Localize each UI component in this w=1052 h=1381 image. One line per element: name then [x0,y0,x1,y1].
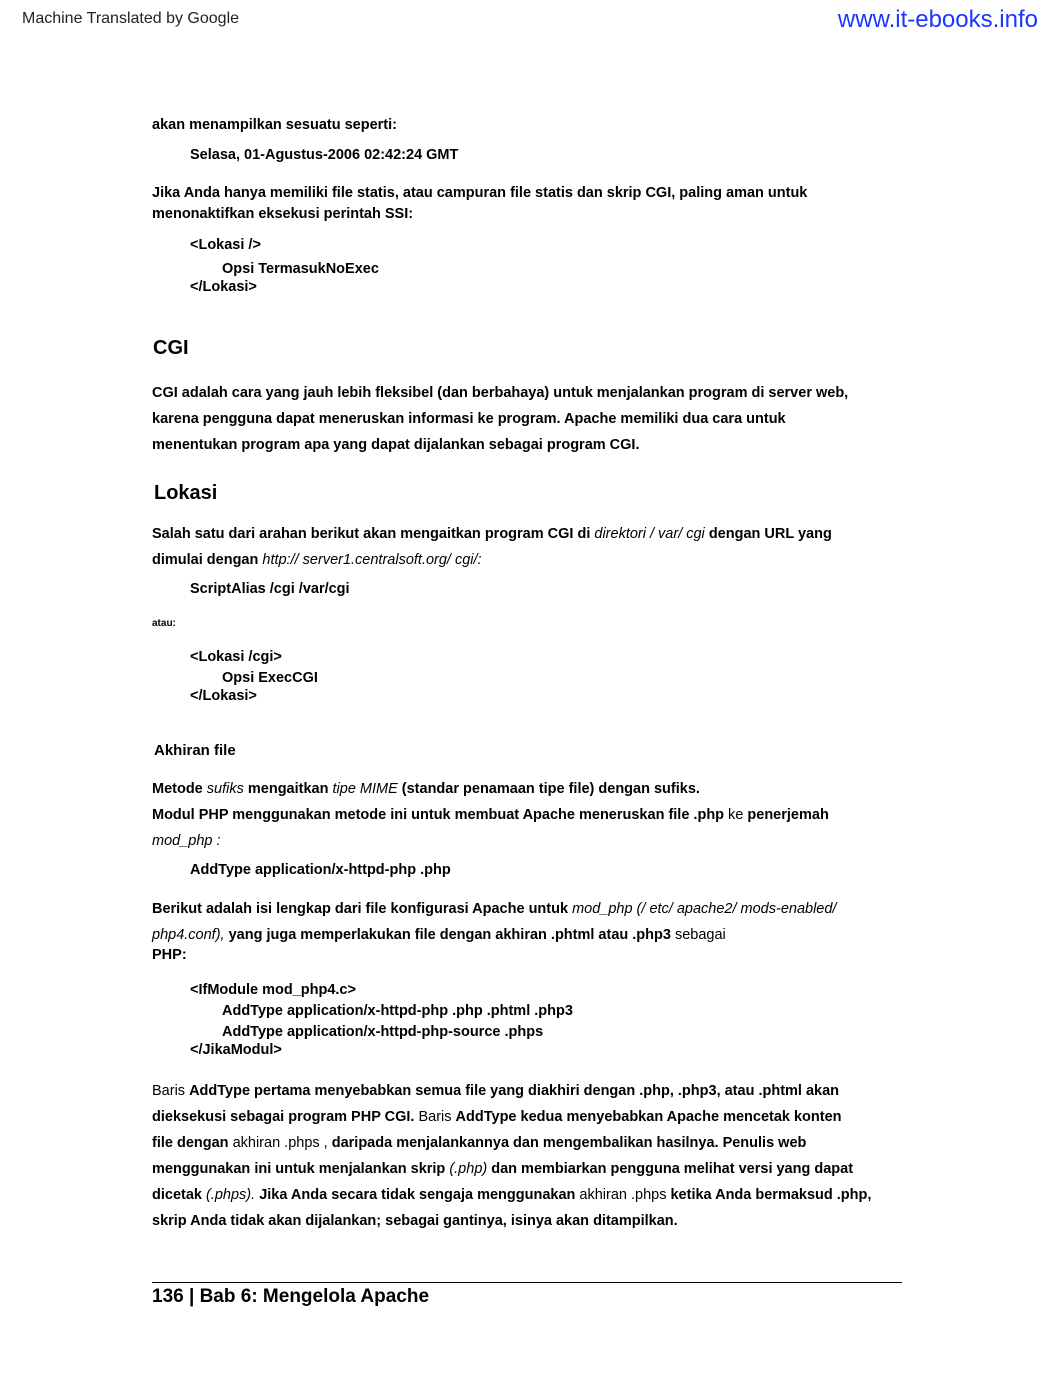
text-run-italic: direktori / var/ cgi [594,526,705,542]
paragraph-ssi-line1: Jika Anda hanya memiliki file statis, atau campuran file statis dan skrip CGI, paling aman untuk [152,185,808,201]
site-link[interactable]: www.it-ebooks.info [837,6,1038,33]
paragraph-final-line6: skrip Anda tidak akan dijalankan; sebagai gantinya, isinya akan ditampilkan. [152,1213,678,1229]
text-run: Baris [152,1083,190,1099]
page-footer: 136 | Bab 6: Mengelola Apache [152,1286,430,1307]
text-run: akhiran .phps , [232,1135,328,1151]
paragraph-final-line3 [152,1133,806,1153]
text-run: dengan URL yang [704,526,832,542]
code-line: <IfModule mod_php4.c> [190,982,356,998]
code-line: AddType application/x-httpd-php-source .phps [222,1024,544,1040]
text-run: dieksekusi sebagai program PHP CGI. [152,1109,415,1125]
text-run: Modul PHP menggunakan metode ini untuk membuat Apache meneruskan file .php [152,807,725,823]
paragraph-lokasi-line2 [152,550,482,570]
paragraph-akhiran-line2 [152,805,829,825]
paragraph-lokasi-line1 [152,524,832,544]
code-line: AddType application/x-httpd-php .php .phtml .php3 [222,1003,573,1019]
text-run: ketika Anda bermaksud .php, [666,1187,872,1203]
text-run-italic: (.phps). [206,1187,256,1203]
paragraph-final-line4 [152,1159,853,1179]
text-run: mengaitkan [243,781,333,797]
code-line: <Lokasi /> [190,237,261,253]
text-run: penerjemah [747,807,829,823]
text-run: Jika Anda secara tidak sengaja menggunakan [255,1187,580,1203]
code-line: Opsi TermasukNoExec [222,261,379,277]
paragraph-ssi-line2: menonaktifkan eksekusi perintah SSI: [152,206,414,222]
paragraph-berikut-line2 [152,925,726,945]
text-run-italic: mod_php (/ etc/ apache2/ mods-enabled/ [572,901,837,917]
text-run: sebagai [670,927,726,943]
text-run: AddType kedua menyebabkan Apache mencetak konten [455,1109,842,1125]
heading-lokasi: Lokasi [154,482,218,504]
footer-divider [152,1282,902,1283]
text-run: AddType pertama menyebabkan semua file yang diakhiri dengan .php, .php3, atau .phtml akan [189,1083,840,1099]
paragraph-final-line1 [152,1081,839,1101]
code-line: Opsi ExecCGI [222,670,318,686]
label-atau: atau: [152,618,176,629]
heading-akhiran-file: Akhiran file [154,742,236,759]
code-line: </Lokasi> [190,279,257,295]
text-run-italic: tipe MIME [332,781,398,797]
text-run: file dengan [152,1135,233,1151]
text-run-italic: http:// server1.centralsoft.org/ cgi/: [262,552,482,568]
paragraph-final-line2 [152,1107,842,1127]
text-run-italic: mod_php : [152,833,221,849]
text-run: dan membiarkan pengguna melihat versi yang dapat [487,1161,854,1177]
text-run-italic: php4.conf), [152,927,225,943]
paragraph-cgi-line: CGI adalah cara yang jauh lebih fleksibel (dan berbahaya) untuk menjalankan program di server web, [152,385,849,401]
text-run: dicetak [152,1187,206,1203]
paragraph-berikut-line1 [152,899,836,919]
paragraph-berikut-line3: PHP: [152,947,187,963]
code-date-output: Selasa, 01-Agustus-2006 02:42:24 GMT [190,147,459,163]
text-run: Salah satu dari arahan berikut akan mengaitkan program CGI di [152,526,595,542]
text-run: Baris [414,1109,456,1125]
text-run: dimulai dengan [152,552,263,568]
paragraph-cgi-line: menentukan program apa yang dapat dijalankan sebagai program CGI. [152,437,640,453]
text-run: Berikut adalah isi lengkap dari file konfigurasi Apache untuk [152,901,573,917]
text-run: ke [724,807,748,823]
code-line: </JikaModul> [190,1042,282,1058]
paragraph-akhiran-line3 [152,831,221,851]
text-run: akhiran .phps [579,1187,667,1203]
code-line: <Lokasi /cgi> [190,649,282,665]
paragraph-cgi-line: karena pengguna dapat meneruskan informasi ke program. Apache memiliki dua cara untuk [152,411,786,427]
paragraph-akhiran-line1 [152,779,700,799]
code-scriptalias: ScriptAlias /cgi /var/cgi [190,581,350,597]
heading-cgi: CGI [153,337,189,359]
text-run: yang juga memperlakukan file dengan akhiran .phtml atau .php3 [224,927,671,943]
paragraph-final-line5 [152,1185,871,1205]
text-run: menggunakan ini untuk menjalankan skrip [152,1161,450,1177]
code-line: </Lokasi> [190,688,257,704]
machine-translated-note: Machine Translated by Google [22,10,240,27]
code-addtype: AddType application/x-httpd-php .php [190,862,451,878]
text-run: (standar penamaan tipe file) dengan sufiks. [397,781,700,797]
text-run-italic: (.php) [449,1161,488,1177]
paragraph-intro: akan menampilkan sesuatu seperti: [152,117,397,133]
text-run: Metode [152,781,207,797]
text-run-italic: sufiks [206,781,244,797]
text-run: daripada menjalankannya dan mengembalikan hasilnya. Penulis web [327,1135,807,1151]
